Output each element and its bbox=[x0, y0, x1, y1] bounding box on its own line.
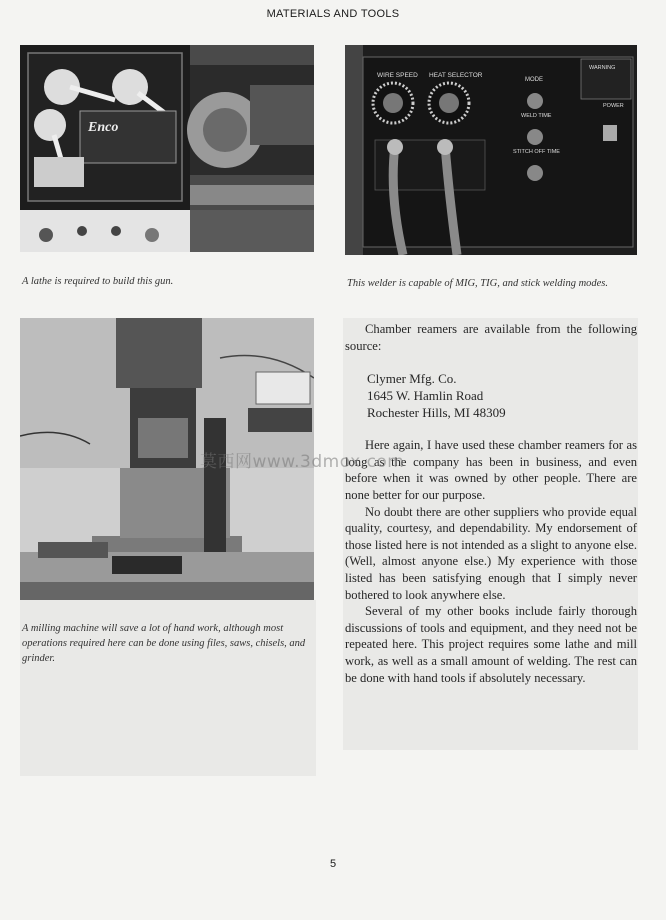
paragraph: Here again, I have used these chamber reamers for as long as the company has been in business, and even before when it was owned by other people. There are none better for our purpose. bbox=[345, 438, 637, 502]
body-text-column bbox=[345, 321, 637, 686]
address-line-city: Rochester Hills, MI 48309 bbox=[367, 405, 506, 421]
running-head: MATERIALS AND TOOLS bbox=[266, 8, 400, 20]
power-label: POWER bbox=[603, 103, 624, 109]
weld-time-label: WELD TIME bbox=[521, 113, 552, 119]
warning-label: WARNING bbox=[589, 65, 616, 71]
welder-caption: This welder is capable of MIG, TIG, and stick welding modes. bbox=[347, 278, 609, 289]
heat-selector-label: HEAT SELECTOR bbox=[429, 72, 483, 79]
watermark: 莫西网www.3dmox.com bbox=[200, 452, 405, 472]
mode-label: MODE bbox=[525, 77, 543, 83]
lathe-caption: A lathe is required to build this gun. bbox=[22, 276, 174, 287]
paragraph: No doubt there are other suppliers who provide equal quality, courtesy, and dependability. My endorsement of those listed here is not intended as a slight to anyone else. (Well, almost anyone else.) My experience with those listed has been satisfying enough that I simply never bothered to look anywhere else. bbox=[345, 504, 637, 602]
page-number: 5 bbox=[329, 858, 337, 870]
address-line-company: Clymer Mfg. Co. bbox=[367, 371, 457, 387]
welder-photo bbox=[345, 45, 637, 255]
intro-paragraph: Chamber reamers are available from the following source: bbox=[345, 322, 637, 353]
welder-illustration bbox=[345, 45, 637, 255]
paragraph: Several of my other books include fairly thorough discussions of tools and equipment, and they need not be repeated here. This project requires some lathe and mill work, as well as a small amount of welding. The rest can be done with hand tools if absolutely necessary. bbox=[345, 604, 637, 685]
lathe-brand-label: Enco bbox=[88, 120, 119, 135]
wire-speed-label: WIRE SPEED bbox=[377, 72, 418, 79]
mill-caption: A milling machine will save a lot of hand work, although most operations required here can be done using files, saws, chisels, and grinder. bbox=[22, 623, 306, 664]
lathe-photo bbox=[20, 45, 314, 252]
lathe-illustration bbox=[20, 45, 314, 252]
stitch-off-time-label: STITCH OFF TIME bbox=[513, 149, 560, 155]
address-line-street: 1645 W. Hamlin Road bbox=[367, 388, 484, 404]
supplier-address bbox=[345, 370, 637, 421]
